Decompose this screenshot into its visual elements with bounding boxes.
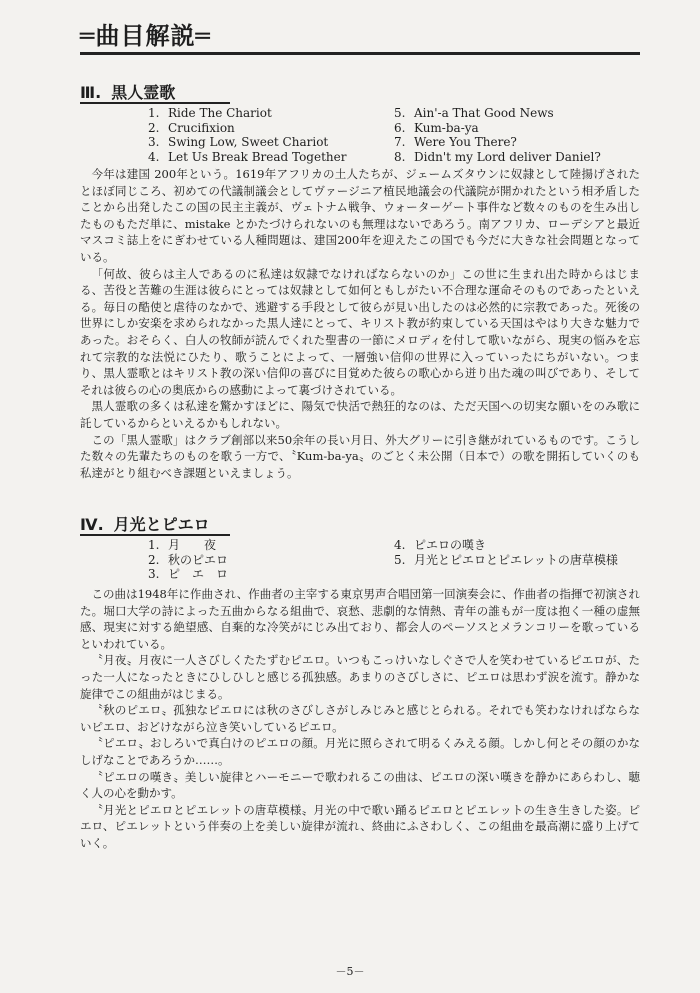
paragraph: 黒人霊歌の多くは私達を驚かすほどに、陽気で快活で熱狂的なのは、ただ天国への切実な願いをのみ歌に託しているからといえるかもしれない。: [80, 399, 640, 430]
section-3-tracklist-right: [394, 106, 601, 164]
paragraph: 〝月光とピエロとピエレットの唐草模様〟月光の中で歌い踊るピエロとピエレットの生き生きした姿。ピエロ、ピエレットという伴奏の上を美しい旋律が流れ、終曲にふさわしく、この組曲を最高潮に盛り上げていく。: [80, 802, 640, 850]
section-4-heading: [80, 512, 210, 535]
paragraph: 〝ピエロの嘆き〟美しい旋律とハーモニーで歌われるこの曲は、ピエロの深い嘆きを静かにあらわし、聴く人の心を動かす。: [80, 769, 640, 801]
paragraph: 〝秋のピエロ〟孤独なピエロには秋のさびしさがしみじみと感じとられる。それでも笑わなければならないピエロ、おどけながら泣き笑いしているピエロ。: [80, 703, 640, 734]
track-item: 7. Were You There?: [394, 135, 517, 149]
section-4-tracklist-right: [394, 538, 618, 567]
track-item: 2. Crucifixion: [148, 120, 235, 135]
page-header-title: ═曲目解説═: [80, 22, 211, 50]
paragraph: 〝ピエロ〟おしろいで真白けのピエロの顔。月光に照らされて明るくみえる顔。しかし何とその顔のかなしげなことであろうか……。: [80, 736, 640, 767]
paragraph: 「何故、彼らは主人であるのに私達は奴隷でなければならないのか」この世に生まれ出た時からはじまる、苦役と苦難の生涯は彼らにとっては奴隷として如何ともしがたい不合理な運命そのものであったといえる。毎日の酷使と虐待のなかで、逃避する手段として彼らが見い出したのは必然的に宗教であった。死後の世界にしか安楽を求められなかった黒人達にとって、キリスト教が約束している天国はやはり大きな魅力であった。おそらく、白人の牧師が読んでくれた聖書の一節にメロディを付して歌いながら、現実の悩みを忘れて宗教的な法悦にひたり、歌うことによって、一層強い信仰の世界に入っていったにちがいない。つまり、黒人霊歌とはキリスト教の深い信仰の喜びに目覚めた彼らの歌心から迸り出た魂の叫びであり、そしてそれは彼らの心の奥底からの感動によって裏づけされている。: [80, 266, 640, 397]
header-rule: [80, 52, 640, 55]
track-item: 2. 秋のピエロ: [148, 552, 229, 567]
track-item: 3. ピ エ ロ: [148, 567, 229, 581]
section-3-tracklist-left: [148, 106, 346, 164]
section-3-title: 黒人霊歌: [111, 83, 176, 102]
paragraph: 今年は建国 200年という。1619年アフリカの土人たちが、ジェームズタウンに奴隷として陸揚げされたとほぼ同じころ、初めての代議制議会としてヴァージニア植民地議会の代議院が開かれたという相矛盾したことから出発したこの国の民主主義が、ヴェトナム戦争、ウォーターゲート事件など数々のものを生み出したものもただ単に、mistake とかたづけられないのも無理はないであろう。南アフリカ、ローデシアと最近マスコミ誌上をにぎわせている人種問題は、建国200年を迎えたこの国でも今だに大きな社会問題となっている。: [80, 167, 640, 264]
track-item: 1. 月 夜: [148, 538, 217, 552]
track-item: 4. Let Us Break Bread Together: [148, 149, 347, 164]
paragraph: この曲は1948年に作曲され、作曲者の主宰する東京男声合唱団第一回演奏会に、作曲者の指揮で初演された。堀口大学の詩によった五曲からなる組曲で、哀愁、悲劇的な情熱、青年の誰もが一度は抱く一種の虚無感、現実に対する絶望感、自棄的な冷笑がにじみ出ており、都会人のペーソスとメランコリーを歌っているといわれている。: [80, 587, 640, 651]
page-number: －5－: [335, 965, 365, 978]
track-item: 1. Ride The Chariot: [148, 106, 272, 120]
section-4-title: 月光とピエロ: [113, 515, 210, 534]
section-4-body: [80, 586, 640, 852]
section-3-underline: [80, 102, 230, 104]
track-item: 3. Swing Low, Sweet Chariot: [148, 135, 329, 149]
section-4-number: Ⅳ.: [80, 515, 104, 534]
section-3-body: [80, 166, 640, 481]
section-4-tracklist-left: [148, 538, 228, 582]
section-4-underline: [80, 534, 230, 536]
paragraph: 〝月夜〟月夜に一人さびしくたたずむピエロ。いつもこっけいなしぐさで人を笑わせているピエロが、たった一人になったときにひしひしと感じる孤独感。あまりのさびしさに、ピエロは思わず涙を流す。静かな旋律でこの組曲がはじまる。: [80, 653, 640, 701]
track-item: 4. ピエロの嘆き: [394, 538, 487, 552]
track-item: 6. Kum-ba-ya: [394, 120, 479, 135]
paragraph: この「黒人霊歌」はクラブ創部以来50余年の長い月日、外大グリーに引き継がれているものです。こうした数々の先輩たちのものを歌う一方で、〝Kum-ba-ya〟のごとく未公開（日本で）の歌を開拓していくのも私達がとり組むべき課題といえましょう。: [80, 432, 640, 480]
track-item: 8. Didn't my Lord deliver Daniel?: [394, 149, 601, 164]
track-item: 5. 月光とピエロとピエレットの唐草模様: [394, 552, 618, 567]
section-3-number: Ⅲ.: [80, 83, 102, 102]
section-3-heading: [80, 80, 175, 103]
track-item: 5. Ain'-a That Good News: [394, 106, 554, 120]
